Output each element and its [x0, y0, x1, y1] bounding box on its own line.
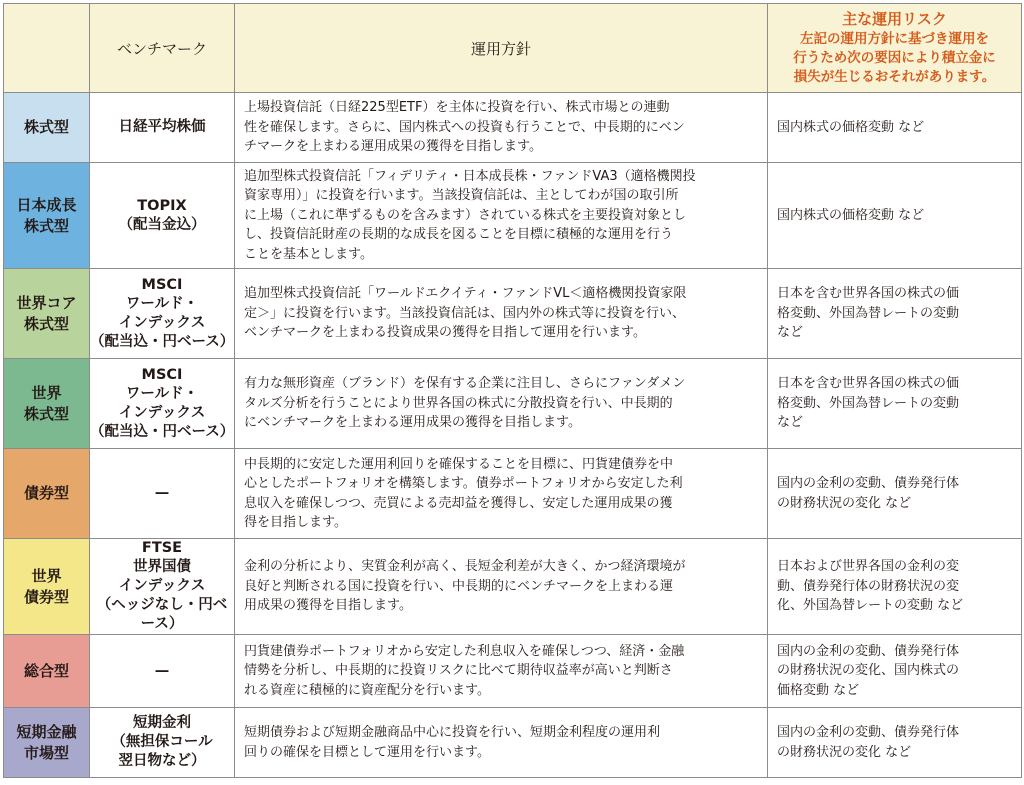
policy-cell: 金利の分析により、実質金利が高く、長短金利差が大きく、かつ経済環境が 良好と判断される国に投資を行い、中長期的にベンチマークを上まわる運 用成果の獲得を目指します。 [235, 539, 768, 635]
risk-header-title: 主な運用リスク [842, 9, 947, 28]
table-row [4, 163, 1022, 269]
benchmark-cell: 短期金利 （無担保コール 翌日物など） [90, 708, 235, 778]
benchmark-column-header: ベンチマーク [90, 4, 235, 93]
benchmark-cell: 日経平均株価 [90, 93, 235, 163]
risk-cell: 国内株式の価格変動 など [768, 93, 1022, 163]
policy-cell: 有力な無形資産（ブランド）を保有する企業に注目し、さらにファンダメン タルズ分析を行うことにより世界各国の株式に分散投資を行い、中長期的 にベンチマークを上まわる運用成果の獲得を目指します。 [235, 359, 768, 449]
policy-cell: 追加型株式投資信託「ワールドエクイティ・ファンドVL＜適格機関投資家限 定＞」に投資を行います。当該投資信託は、国内外の株式等に投資を行い、 ベンチマークを上まわる投資成果の獲得を目指して運用を行います。 [235, 269, 768, 359]
policy-cell: 上場投資信託（日経225型ETF）を主体に投資を行い、株式市場との連動 性を確保します。さらに、国内株式への投資も行うことで、中長期的にベン チマークを上まわる運用成果の獲得を目指します。 [235, 93, 768, 163]
risk-column-header [768, 4, 1022, 93]
table-row [4, 539, 1022, 635]
policy-cell: 中長期的に安定した運用利回りを確保することを目標に、円貨建債券を中 心としたポートフォリオを構築します。債券ポートフォリオから安定した利 息収入を確保しつつ、売買による売却益を獲得し、安定した運用成果の獲 得を目指します。 [235, 449, 768, 539]
table-row [4, 93, 1022, 163]
fund-type-cell: 総合型 [4, 635, 90, 708]
table-row [4, 359, 1022, 449]
policy-cell: 円貨建債券ポートフォリオから安定した利息収入を確保しつつ、経済・金融 情勢を分析し、中長期的に投資リスクに比べて期待収益率が高いと判断さ れる資産に積極的に資産配分を行います。 [235, 635, 768, 708]
benchmark-cell: — [90, 449, 235, 539]
benchmark-cell: — [90, 635, 235, 708]
policy-cell: 短期債券および短期金融商品中心に投資を行い、短期金利程度の運用利 回りの確保を目標として運用を行います。 [235, 708, 768, 778]
table-row [4, 635, 1022, 708]
policy-column-header: 運用方針 [235, 4, 768, 93]
risk-cell: 国内の金利の変動、債券発行体 の財務状況の変化 など [768, 449, 1022, 539]
fund-type-cell: 世界コア 株式型 [4, 269, 90, 359]
risk-cell: 日本および世界各国の金利の変 動、債券発行体の財務状況の変 化、外国為替レートの変動 など [768, 539, 1022, 635]
risk-cell: 日本を含む世界各国の株式の価 格変動、外国為替レートの変動 など [768, 269, 1022, 359]
fund-type-cell: 日本成長 株式型 [4, 163, 90, 269]
risk-cell: 国内の金利の変動、債券発行体 の財務状況の変化 など [768, 708, 1022, 778]
benchmark-cell: MSCI ワールド・ インデックス （配当込・円ベース） [90, 359, 235, 449]
table-row [4, 449, 1022, 539]
fund-type-cell: 世界 債券型 [4, 539, 90, 635]
risk-cell: 日本を含む世界各国の株式の価 格変動、外国為替レートの変動 など [768, 359, 1022, 449]
table-header-row [4, 4, 1022, 93]
benchmark-cell: TOPIX （配当金込） [90, 163, 235, 269]
fund-type-cell: 株式型 [4, 93, 90, 163]
risk-cell: 国内の金利の変動、債券発行体 の財務状況の変化、国内株式の 価格変動 など [768, 635, 1022, 708]
fund-policy-table [3, 3, 1022, 778]
type-column-header [4, 4, 90, 93]
fund-type-cell: 短期金融 市場型 [4, 708, 90, 778]
risk-header-description: 左記の運用方針に基づき運用を 行うため次の要因により積立金に 損失が生じるおそれがあります。 [793, 30, 996, 85]
risk-cell: 国内株式の価格変動 など [768, 163, 1022, 269]
policy-cell: 追加型株式投資信託「フィデリティ・日本成長株・ファンドVA3（適格機関投 資家専用）」に投資を行います。当該投資信託は、主としてわが国の取引所 に上場（これに準ずるものを含みます）されている株式を主要投資対象とし し、投資信託財産の長期的な成長を図ることを目標に積極的な運用を行う ことを基本とします。 [235, 163, 768, 269]
table-row [4, 708, 1022, 778]
table-row [4, 269, 1022, 359]
benchmark-cell: FTSE 世界国債 インデックス （ヘッジなし・円ベース） [90, 539, 235, 635]
fund-type-cell: 債券型 [4, 449, 90, 539]
fund-type-cell: 世界 株式型 [4, 359, 90, 449]
benchmark-cell: MSCI ワールド・ インデックス （配当込・円ベース） [90, 269, 235, 359]
